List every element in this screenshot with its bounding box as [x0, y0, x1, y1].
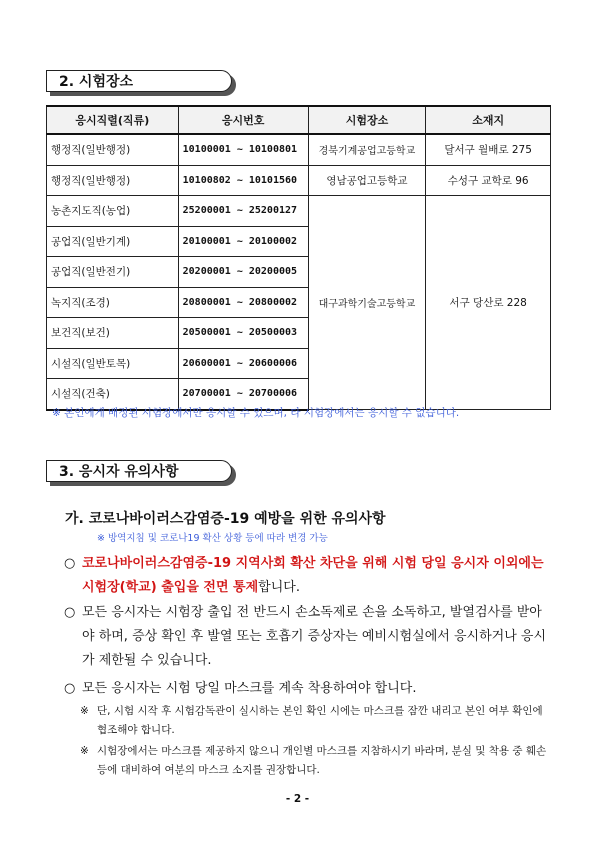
header-job: 응시직렬(직류) [47, 106, 179, 134]
note-text: 시험장에서는 마스크를 제공하지 않으니 개인별 마스크를 지참하시기 바라며, 분실 및 착용 중 훼손 등에 대비하여 여분의 마스크 소지를 권장합니다. [97, 745, 547, 776]
bullet-tail: 합니다. [258, 580, 300, 595]
cell-job: 시설직(일반토목) [47, 348, 179, 379]
header-address: 소재지 [426, 106, 551, 134]
cell-merged-venue: 대구과학기술고등학교 [308, 196, 426, 410]
cell-venue: 경북기계공업고등학교 [308, 134, 426, 165]
cell-job: 행정직(일반행정) [47, 165, 179, 196]
cell-job: 시설직(건축) [47, 379, 179, 410]
table-row [47, 165, 551, 196]
cell-job: 녹지직(조경) [47, 287, 179, 318]
circle-bullet-icon: ○ [64, 556, 76, 571]
subsection-note: ※ 방역지침 및 코로나19 확산 상황 등에 따라 변경 가능 [97, 533, 328, 544]
cell-range: 25200001 ~ 25200127 [178, 196, 308, 227]
table-note: ※ 본인에게 배정된 시험장에서만 응시할 수 있으며, 타 시험장에서는 응시할 수 없습니다. [52, 407, 460, 419]
subsection-title: 가. 코로나바이러스감염증-19 예방을 위한 유의사항 [65, 511, 386, 527]
table-row [47, 134, 551, 165]
bullet-text: 모든 응시자는 시험장 출입 전 반드시 손소독제로 손을 소독하고, 발열검사를 받아야 하며, 증상 확인 후 발열 또는 호흡기 증상자는 예비시험실에서 응시하거나 응시가 제한될 수 있습니다. [82, 605, 547, 668]
page-number: - 2 - [285, 793, 310, 805]
reference-mark-icon: ※ [80, 705, 89, 717]
bullet-emphasis: 코로나바이러스감염증-19 지역사회 확산 차단을 위해 시험 당일 응시자 이외에는 시험장(학교) 출입을 전면 통제 [82, 556, 544, 595]
reference-mark-icon: ※ [80, 745, 89, 757]
section-heading-applicant-notes [46, 460, 236, 486]
cell-venue: 영남공업고등학교 [308, 165, 426, 196]
bullet-text: 모든 응시자는 시험 당일 마스크를 계속 착용하여야 합니다. [82, 681, 417, 696]
cell-address: 달서구 월배로 275 [426, 134, 551, 165]
section-heading-exam-venue [46, 70, 236, 96]
cell-range: 10100802 ~ 10101560 [178, 165, 308, 196]
cell-address: 수성구 교학로 96 [426, 165, 551, 196]
header-venue: 시험장소 [308, 106, 426, 134]
cell-job: 보건직(보건) [47, 318, 179, 349]
note-text: 단, 시험 시작 후 시험감독관이 실시하는 본인 확인 시에는 마스크를 잠깐 내리고 본인 여부 확인에 협조해야 합니다. [97, 705, 543, 736]
cell-range: 20600001 ~ 20600006 [178, 348, 308, 379]
exam-venue-table [46, 105, 551, 411]
cell-range: 20200001 ~ 20200005 [178, 257, 308, 288]
header-number: 응시번호 [178, 106, 308, 134]
cell-range: 10100001 ~ 10100801 [178, 134, 308, 165]
cell-job: 행정직(일반행정) [47, 134, 179, 165]
bullet-text [82, 552, 552, 600]
cell-merged-address: 서구 당산로 228 [426, 196, 551, 410]
cell-range: 20100001 ~ 20100002 [178, 226, 308, 257]
cell-range: 20500001 ~ 20500003 [178, 318, 308, 349]
circle-bullet-icon: ○ [64, 681, 76, 696]
cell-job: 공업직(일반기계) [47, 226, 179, 257]
cell-range: 20800001 ~ 20800002 [178, 287, 308, 318]
section-title: 2. 시험장소 [46, 70, 232, 92]
table-row [47, 196, 551, 227]
cell-job: 농촌지도직(농업) [47, 196, 179, 227]
table-header-row [47, 106, 551, 134]
cell-range: 20700001 ~ 20700006 [178, 379, 308, 410]
circle-bullet-icon: ○ [64, 605, 76, 620]
cell-job: 공업직(일반전기) [47, 257, 179, 288]
section-title: 3. 응시자 유의사항 [46, 460, 232, 482]
